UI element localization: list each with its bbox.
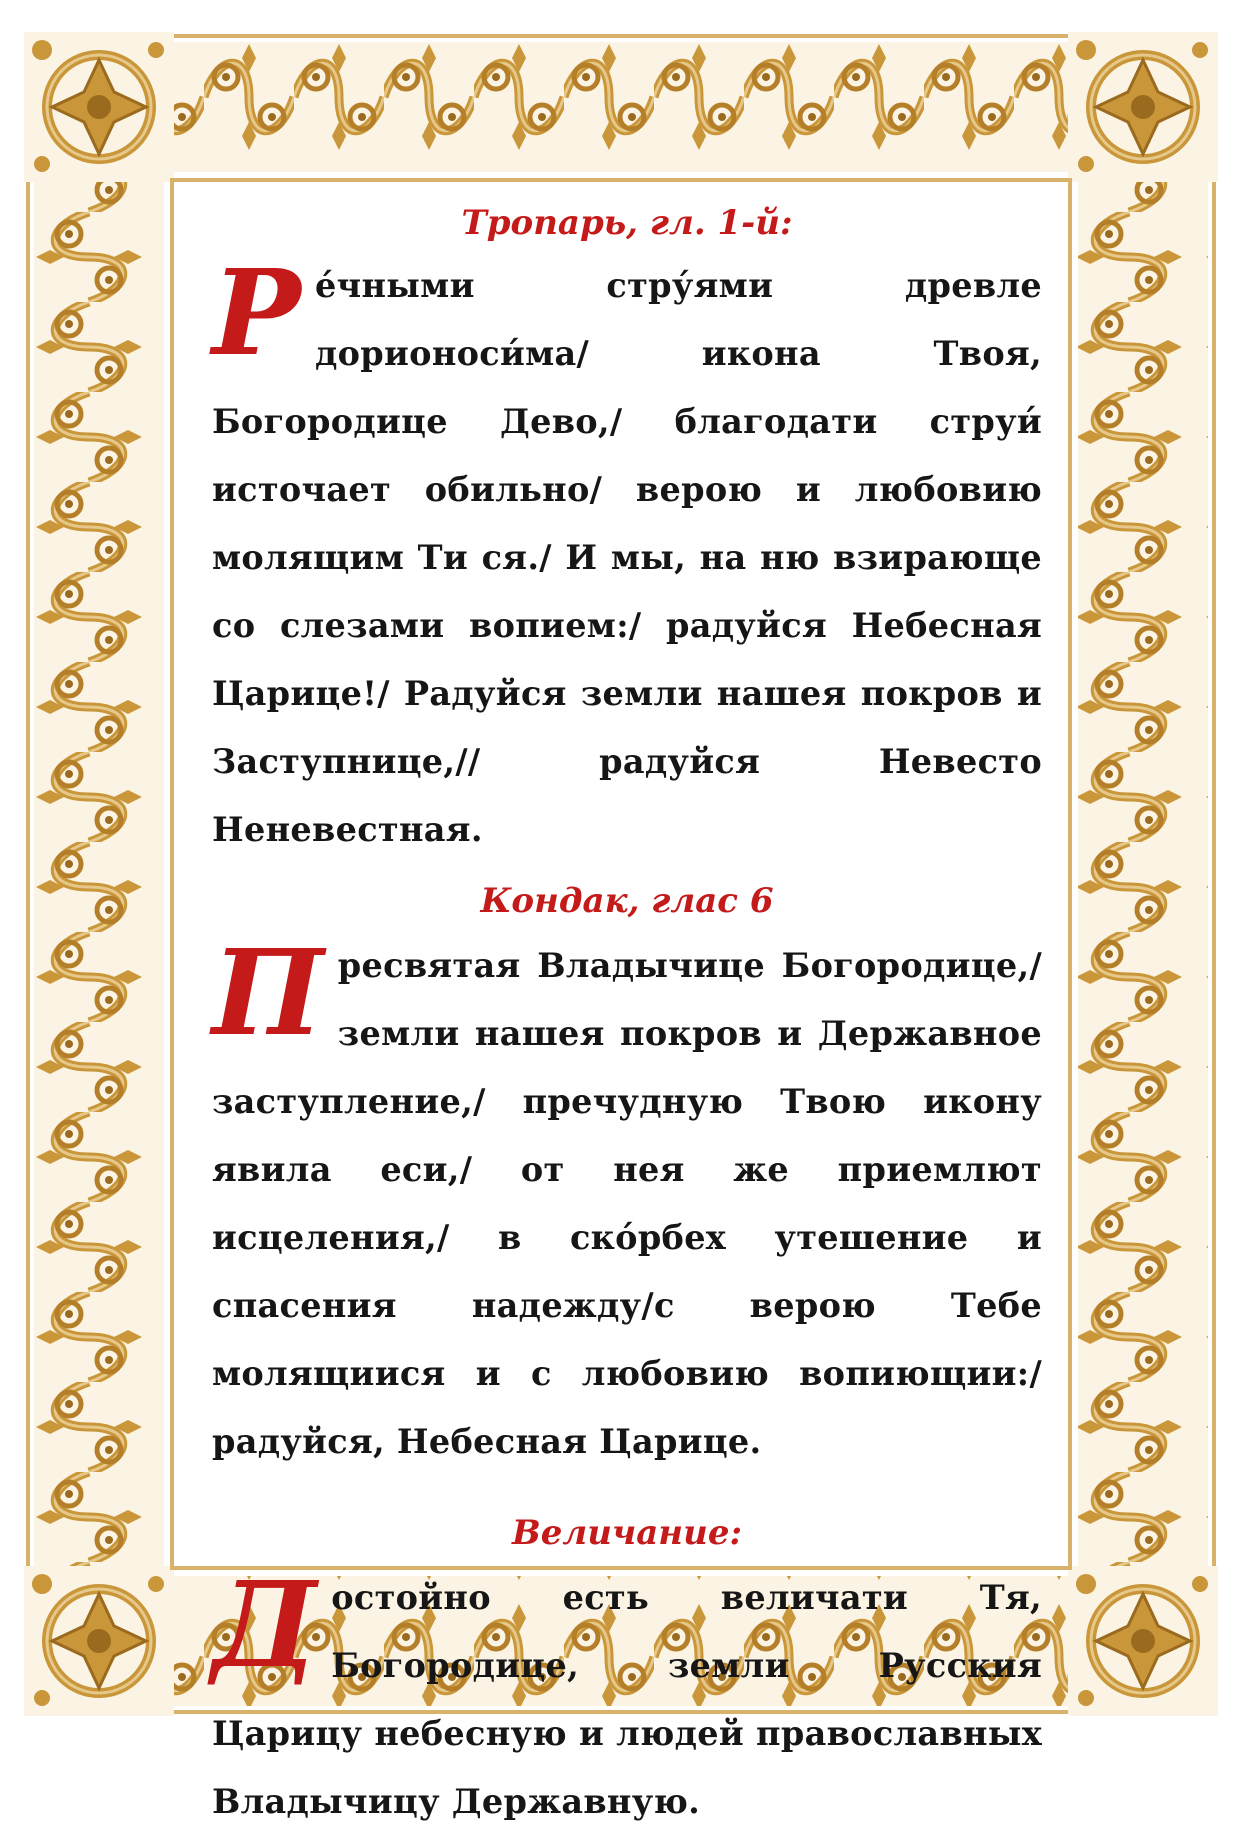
magnification-body: остойно есть величати Тя, Богородице, земли Русския Царицу небесную и людей православных Владычицу Державную. [212,1578,1042,1821]
magnification-initial: Д [212,1555,318,1694]
troparion-text [212,243,1042,864]
kontakion-text [212,923,1042,1476]
kontakion-title: Кондак, глас 6 [480,881,774,921]
magnification-text [212,1555,1042,1836]
troparion-initial: Р [212,243,302,382]
kontakion-initial: П [212,923,324,1062]
kontakion-body: ресвятая Владычице Богородице,/ земли нашея покров и Державное заступление,/ пречудную Твою икону явила еси,/ от нея же приемлют исцеления,/ в ско́рбех утешение и спасения надежду/с верою Тебе молящиися и с любовию вопиющии:/ радуйся, Небесная Царице. [212,946,1042,1461]
troparion-body: е́чными стру́ями древле дорионоси́ма/ икона Твоя, Богородице Дево,/ благодати струи́ источает обильно/ верою и любовию молящим Ти ся./ И мы, на ню взирающе со слезами вопием:/ радуйся Небесная Царице!/ Радуйся земли нашея покров и Заступнице,// радуйся Невесто Неневестная. [212,266,1042,849]
magnification-title: Величание: [512,1513,742,1553]
prayer-content [212,200,1042,1836]
troparion-title: Тропарь, гл. 1-й: [461,203,793,243]
